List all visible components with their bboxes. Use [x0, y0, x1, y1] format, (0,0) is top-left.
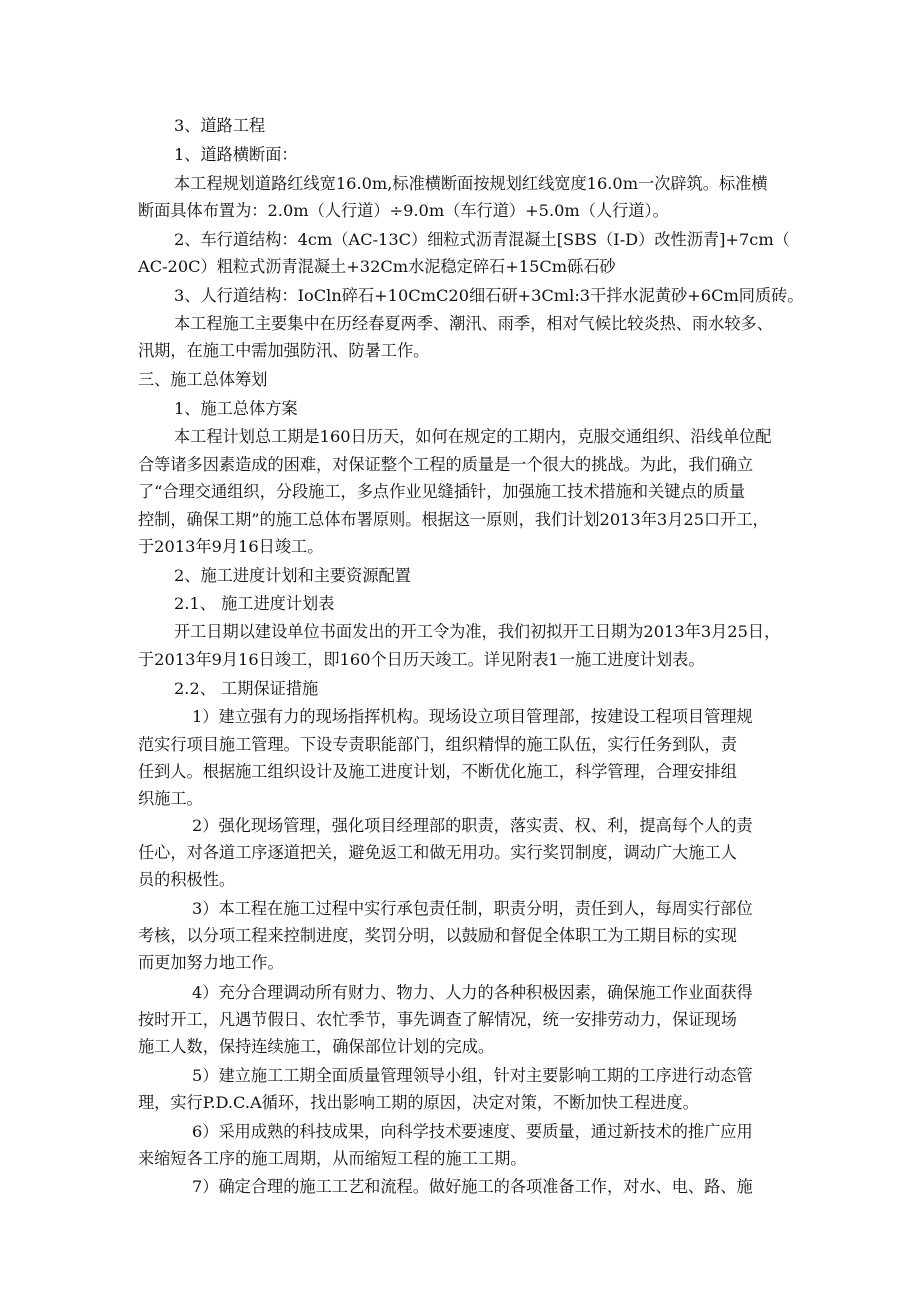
subsection-title-guarantee-measures: 2.2、 工期保证措施	[174, 679, 319, 698]
measure-line: 1）建立强有力的现场指挥机构。现场设立项目管理部，按建设工程项目管理规	[192, 707, 753, 726]
measure-line: 来缩短各工序的施工周期，从而缩短工程的施工工期。	[138, 1149, 527, 1168]
paragraph-line: 了“合理交通组织，分段施工，多点作业见缝插针，加强施工技术措施和关键点的质量	[138, 482, 746, 501]
paragraph-line: AC-20C）粗粒式沥青混凝土+32Cm水泥稳定碎石+15Cm砾石砂	[138, 257, 616, 276]
measure-line: 而更加努力地工作。	[138, 953, 284, 972]
paragraph-line: 3、人行道结构：IoCln碎石+10CmC20细石研+3Cml:3干拌水泥黄砂+6Cm同质砖。	[174, 286, 804, 305]
paragraph-line: 2、车行道结构：4cm（AC-13C）细粒式沥青混凝土[SBS（I-D）改性沥青]+7cm（	[174, 230, 790, 249]
measure-line: 3）本工程在施工过程中实行承包责任制，职责分明，责任到人，每周实行部位	[192, 899, 753, 918]
measure-line: 员的积极性。	[138, 870, 236, 889]
measure-line: 考核，以分项工程来控制进度，奖罚分明，以鼓励和督促全体职工为工期目标的实现	[138, 926, 737, 945]
measure-line: 2）强化现场管理，强化项目经理部的职责，落实责、权、利，提高每个人的责	[192, 816, 753, 835]
paragraph-line: 断面具体布置为：2.0m（人行道）÷9.0m（车行道）+5.0m（人行道）。	[138, 201, 669, 220]
paragraph-line: 于2013年9月16日竣工。	[138, 537, 324, 556]
subsection-title-schedule: 2、施工进度计划和主要资源配置	[174, 566, 411, 585]
paragraph-line: 控制，确保工期”的施工总体布署原则。根据这一原则，我们计划2013年3月25口开工，	[138, 510, 769, 529]
measure-line: 任到人。根据施工组织设计及施工进度计划，不断优化施工，科学管理，合理安排组	[138, 762, 737, 781]
paragraph-line: 汛期，在施工中需加强防汛、防暑工作。	[138, 341, 430, 360]
measure-line: 按时开工，凡遇节假日、农忙季节，事先调查了解情况，统一安排劳动力，保证现场	[138, 1010, 737, 1029]
measure-line: 任心，对各道工序逐道把关，避免返工和做无用功。实行奖罚制度，调动广大施工人	[138, 843, 737, 862]
subsection-title-schedule-table: 2.1、 施工进度计划表	[174, 594, 335, 613]
section-heading-overall-planning: 三、施工总体筹划	[138, 370, 268, 389]
paragraph-line: 合等诸多因素造成的困难，对保证整个工程的质量是一个很大的挑战。为此，我们确立	[138, 455, 754, 474]
paragraph-line: 本工程施工主要集中在历经春夏两季、潮汛、雨季，相对气候比较炎热、雨水较多、	[174, 314, 773, 333]
section-heading-road-works: 3、道路工程	[174, 116, 266, 135]
paragraph-line: 本工程规划道路红线宽16.0m,标准横断面按规划红线宽度16.0m一次辟筑。标准横	[174, 174, 768, 193]
measure-line: 织施工。	[138, 789, 203, 808]
paragraph-line: 于2013年9月16日竣工，即160个日历天竣工。详见附表1一施工进度计划表。	[138, 650, 705, 669]
paragraph-line: 开工日期以建设单位书面发出的开工令为准，我们初拟开工日期为2013年3月25日，	[174, 622, 781, 641]
measure-line: 7）确定合理的施工工艺和流程。做好施工的各项准备工作，对水、电、路、施	[192, 1177, 753, 1196]
subsection-title-cross-section: 1、道路横断面：	[174, 145, 298, 164]
measure-line: 施工人数，保持连续施工，确保部位计划的完成。	[138, 1037, 495, 1056]
measure-line: 6）采用成熟的科技成果，向科学技术要速度、要质量，通过新技术的推广应用	[192, 1122, 753, 1141]
measure-line: 4）充分合理调动所有财力、物力、人力的各种积极因素，确保施工作业面获得	[192, 983, 753, 1002]
measure-line: 范实行项目施工管理。下设专责职能部门，组织精悍的施工队伍，实行任务到队，责	[138, 735, 737, 754]
subsection-title-overall-plan: 1、施工总体方案	[174, 399, 298, 418]
measure-line: 5）建立施工工期全面质量管理领导小组，针对主要影响工期的工序进行动态管	[192, 1066, 753, 1085]
measure-line: 理，实行P.D.C.A循环，找出影响工期的原因，决定对策，不断加快工程进度。	[138, 1093, 699, 1112]
paragraph-line: 本工程计划总工期是160日历天，如何在规定的工期内，克服交通组织、沿线单位配	[174, 427, 772, 446]
